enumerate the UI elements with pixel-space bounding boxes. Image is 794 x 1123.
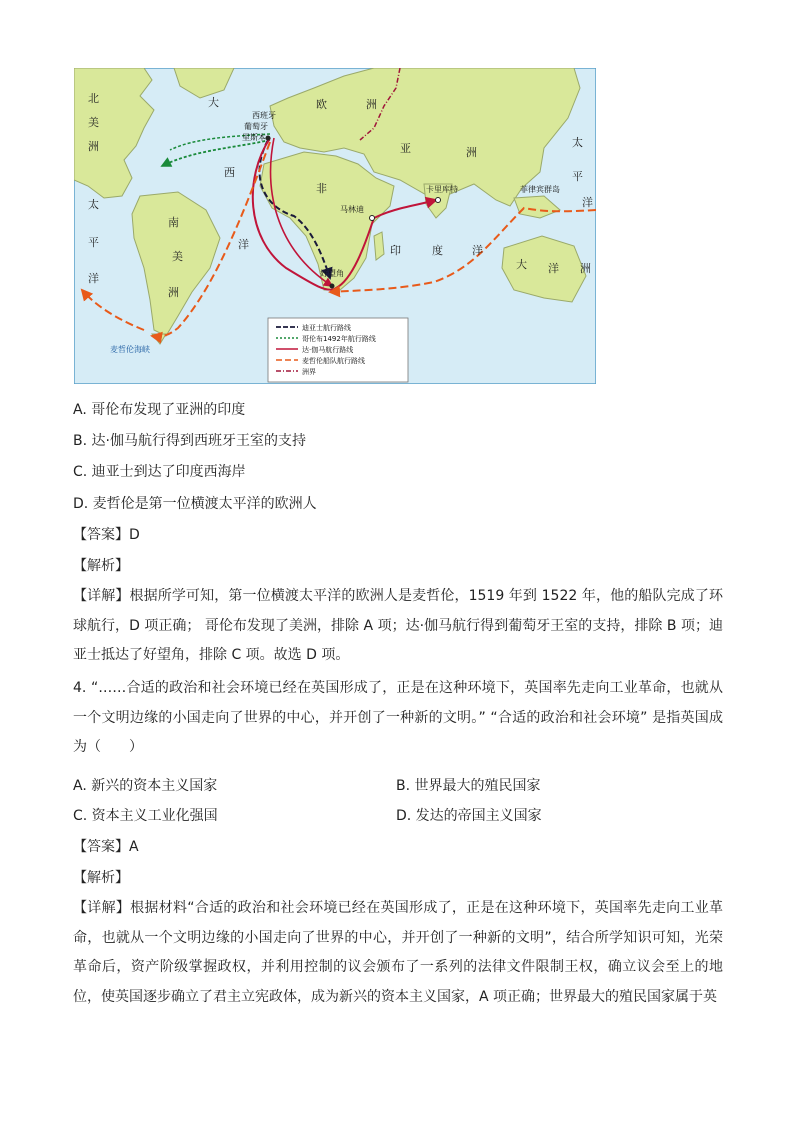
label-asia-2: 洲 <box>466 146 477 159</box>
malindi-dot <box>370 216 375 221</box>
label-oceania-1: 大 <box>516 258 527 271</box>
label-pacific-left-2: 平 <box>88 236 99 249</box>
label-malindi: 马林迪 <box>340 205 364 214</box>
voyages-map <box>74 68 596 384</box>
label-lisbon: 里斯本 <box>242 133 266 142</box>
q4-option-c: C. 资本主义工业化强国 <box>73 808 218 824</box>
label-pacific-left-1: 太 <box>88 198 99 211</box>
label-pacific-left-3: 洋 <box>88 272 99 285</box>
option-c: C. 迪亚士到达了印度西海岸 <box>73 464 246 480</box>
legend-da-gama: 达·伽马航行路线 <box>302 346 354 354</box>
label-atlantic-3: 洋 <box>238 238 249 251</box>
label-south-america-1: 南 <box>168 216 179 229</box>
label-north-america-1: 北 <box>88 92 99 105</box>
label-indian-2: 度 <box>432 244 443 257</box>
lisbon-dot <box>266 136 271 141</box>
label-oceania-2: 洋 <box>548 262 559 275</box>
label-pacific-right-2: 平 <box>572 170 583 183</box>
q3-answer: 【答案】D <box>73 527 140 543</box>
q4-option-a: A. 新兴的资本主义国家 <box>73 778 218 794</box>
q4-option-d: D. 发达的帝国主义国家 <box>396 808 542 824</box>
label-pacific-right-3: 洋 <box>582 196 593 209</box>
label-africa: 非 <box>316 182 327 195</box>
label-south-america-3: 洲 <box>168 286 179 299</box>
label-south-america-2: 美 <box>172 250 183 263</box>
label-oceania-3: 洲 <box>580 262 591 275</box>
label-cape: 好望角 <box>320 269 344 278</box>
label-calicut: 卡里库特 <box>426 185 458 194</box>
q4-option-b: B. 世界最大的殖民国家 <box>396 778 541 794</box>
legend-dias: 迪亚士航行路线 <box>302 324 351 332</box>
label-north-america-3: 洲 <box>88 140 99 153</box>
label-atlantic-2: 西 <box>224 166 235 179</box>
map-legend <box>268 318 408 382</box>
option-d: D. 麦哲伦是第一位横渡太平洋的欧洲人 <box>73 496 317 512</box>
cape-dot <box>330 284 335 289</box>
q4-answer: 【答案】A <box>73 839 139 855</box>
label-spain: 西班牙 <box>252 111 276 120</box>
q4-detail: 【详解】根据材料“合适的政治和社会环境已经在英国形成了，正是在这种环境下，英国率先走向工业革命，也就从一个文明边缘的小国走向了世界的中心，并开创了一种新的文明”，结合所学知识可知，光荣革命后，资产阶级掌握政权，并利用控制的议会颁布了一系列的法律文件限制王权，确立议会至上的地位，使英国逐步确立了君主立宪政体，成为新兴的资本主义国家，A 项正确；世界最大的殖民国家属于英 <box>73 900 723 1005</box>
label-indian-3: 洋 <box>472 244 483 257</box>
label-pacific-right-1: 太 <box>572 136 583 149</box>
label-indian-1: 印 <box>390 244 401 257</box>
q4-stem: 4. “……合适的政治和社会环境已经在英国形成了，正是在这种环境下，英国率先走向工业革命，也就从一个文明边缘的小国走向了世界的中心，并开创了一种新的文明。” “合适的政治和社会环境” 是指英国成为（ ） <box>73 680 723 755</box>
q4-analysis: 【解析】 <box>73 870 129 886</box>
legend-columbus: 哥伦布1492年航行路线 <box>302 335 376 343</box>
label-europe-1: 欧 <box>316 98 327 111</box>
q3-detail: 【详解】根据所学可知，第一位横渡太平洋的欧洲人是麦哲伦，1519 年到 1522 年，他的船队完成了环球航行，D 项正确； 哥伦布发现了美洲，排除 A 项；达·伽马航行得到葡萄牙王室的支持，排除 B 项；迪亚士抵达了好望角，排除 C 项。故选 D 项。 <box>73 588 723 663</box>
q3-analysis: 【解析】 <box>73 558 129 574</box>
option-a: A. 哥伦布发现了亚洲的印度 <box>73 402 246 418</box>
label-magellan-strait: 麦哲伦海峡 <box>110 345 150 354</box>
label-north-america-2: 美 <box>88 116 99 129</box>
label-philippines: 菲律宾群岛 <box>520 185 560 194</box>
label-europe-2: 洲 <box>366 98 377 111</box>
label-asia-1: 亚 <box>400 142 411 155</box>
label-portugal: 葡萄牙 <box>244 122 268 131</box>
legend-magellan: 麦哲伦船队航行路线 <box>302 357 365 365</box>
option-b: B. 达·伽马航行得到西班牙王室的支持 <box>73 433 306 449</box>
label-atlantic-1: 大 <box>208 96 219 109</box>
legend-border: 洲界 <box>302 368 316 376</box>
calicut-dot <box>436 198 441 203</box>
